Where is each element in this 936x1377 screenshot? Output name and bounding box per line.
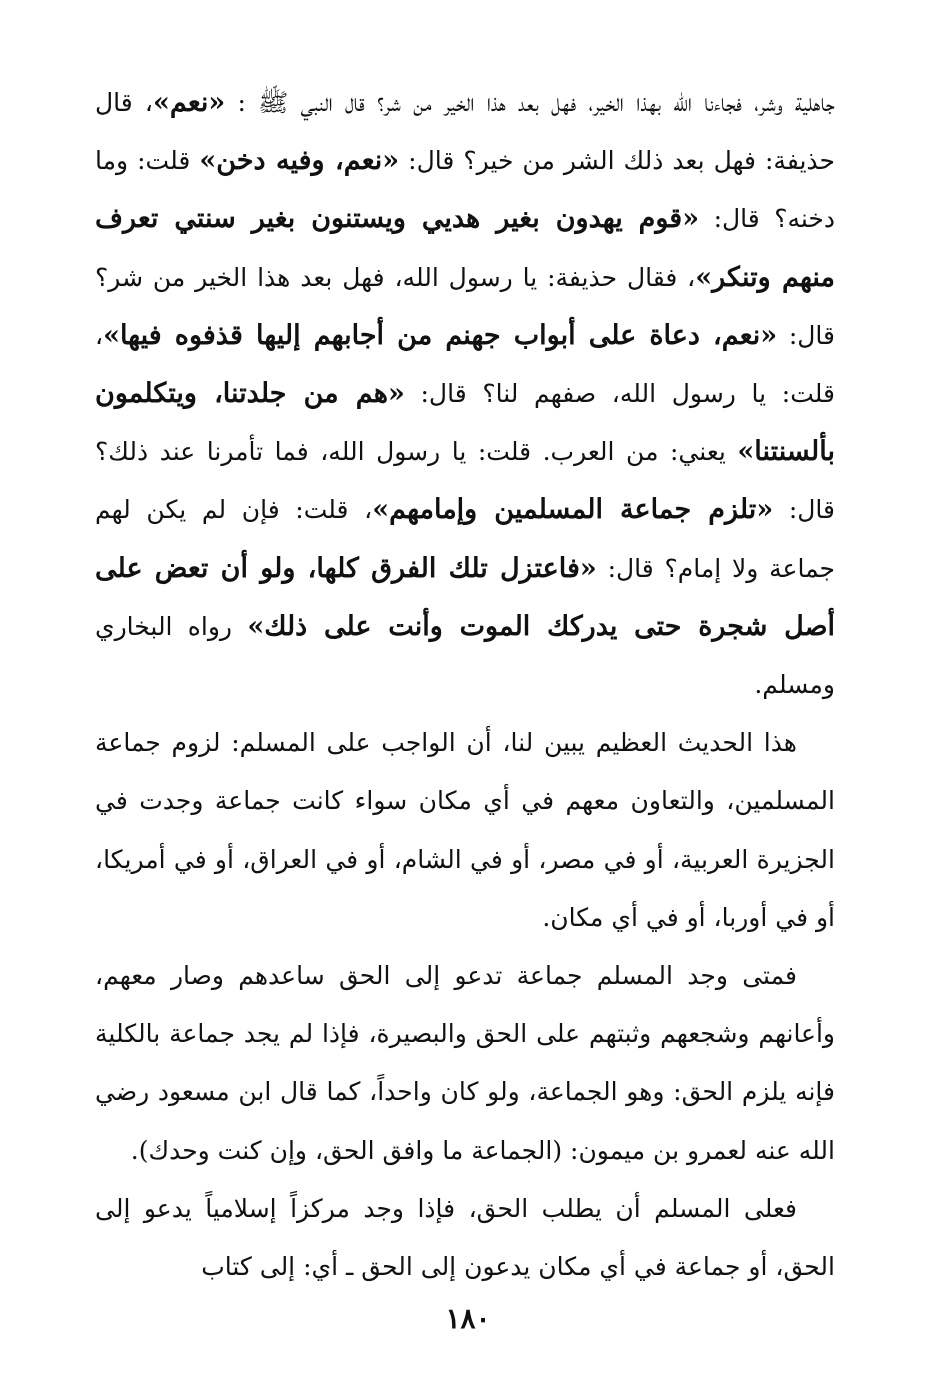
quoted-hadith-text: «هم من جلدتنا، ويتكلمون بألسنتنا» bbox=[95, 378, 835, 468]
paragraph-text: ، قلت: فإن لم يكن لهم جماعة ولا إمام؟ قال: bbox=[95, 495, 835, 583]
quoted-hadith-text: «نعم» bbox=[153, 87, 226, 118]
commentary-paragraph bbox=[95, 1180, 835, 1296]
paragraph-text: فعلى المسلم أن يطلب الحق، فإذا وجد مركزاً إسلامياً يدعو إلى الحق، أو جماعة في أي مكان يدعون إلى الحق ـ أي: إلى كتاب bbox=[95, 1193, 835, 1282]
commentary-paragraph bbox=[95, 947, 835, 1180]
hadith-paragraph bbox=[95, 74, 835, 714]
paragraph-text: رواه البخاري ومسلم. bbox=[95, 611, 835, 700]
quoted-hadith-text: «فاعتزل تلك الفرق كلها، ولو أن تعض على أصل شجرة حتى يدركك الموت وأنت على ذلك» bbox=[95, 552, 835, 642]
paragraph-text: يعني: من العرب. قلت: يا رسول الله، فما تأمرنا عند ذلك؟ قال: bbox=[95, 437, 835, 525]
paragraph-text: ، قال حذيفة: فهل بعد ذلك الشر من خير؟ قال: bbox=[95, 88, 836, 176]
paragraph-text: ، قلت: يا رسول الله، صفهم لنا؟ قال: bbox=[95, 320, 835, 409]
commentary-paragraph bbox=[95, 714, 835, 947]
paragraph-text: ، فقال حذيفة: يا رسول الله، فهل بعد هذا الخير من شر؟ قال: bbox=[95, 262, 835, 350]
quoted-hadith-text: «تلزم جماعة المسلمين وإمامهم» bbox=[372, 494, 774, 526]
page-number: ١٨٠ bbox=[445, 1302, 491, 1335]
paragraph-text: فمتى وجد المسلم جماعة تدعو إلى الحق ساعدهم وصار معهم، وأعانهم وشجعهم وثبتهم على الحق والبصيرة، فإذا لم يجد جماعة بالكلية فإنه يلزم الحق: وهو الجماعة، ولو كان واحداً، كما قال ابن مسعود رضي الله عنه لعمرو بن ميمون: (الجماعة ما وافق الحق، وإن كنت وحدك). bbox=[95, 961, 835, 1165]
paragraph-text: جاهلية وشر، فجاءنا الله بهذا الخير، فهل بعد هذا الخير من شر؟ قال النبي ﷺ : bbox=[225, 88, 835, 117]
page-body bbox=[95, 74, 835, 1296]
paragraph-text: هذا الحديث العظيم يبين لنا، أن الواجب على المسلم: لزوم جماعة المسلمين، والتعاون معهم في أي مكان سواء كانت جماعة وجدت في الجزيرة العربية، أو في مصر، أو في الشام، أو في العراق، أو في أمريكا، أو في أوربا، أو في أي مكان. bbox=[95, 728, 835, 932]
quoted-hadith-text: «نعم، دعاة على أبواب جهنم من أجابهم إليها قذفوه فيها» bbox=[103, 319, 778, 351]
quoted-hadith-text: «قوم يهدون بغير هديي ويستنون بغير سنتي تعرف منهم وتنكر» bbox=[95, 203, 835, 293]
paragraph-text: قلت: وما دخنه؟ قال: bbox=[95, 146, 835, 234]
quoted-hadith-text: «نعم، وفيه دخن» bbox=[199, 145, 400, 177]
